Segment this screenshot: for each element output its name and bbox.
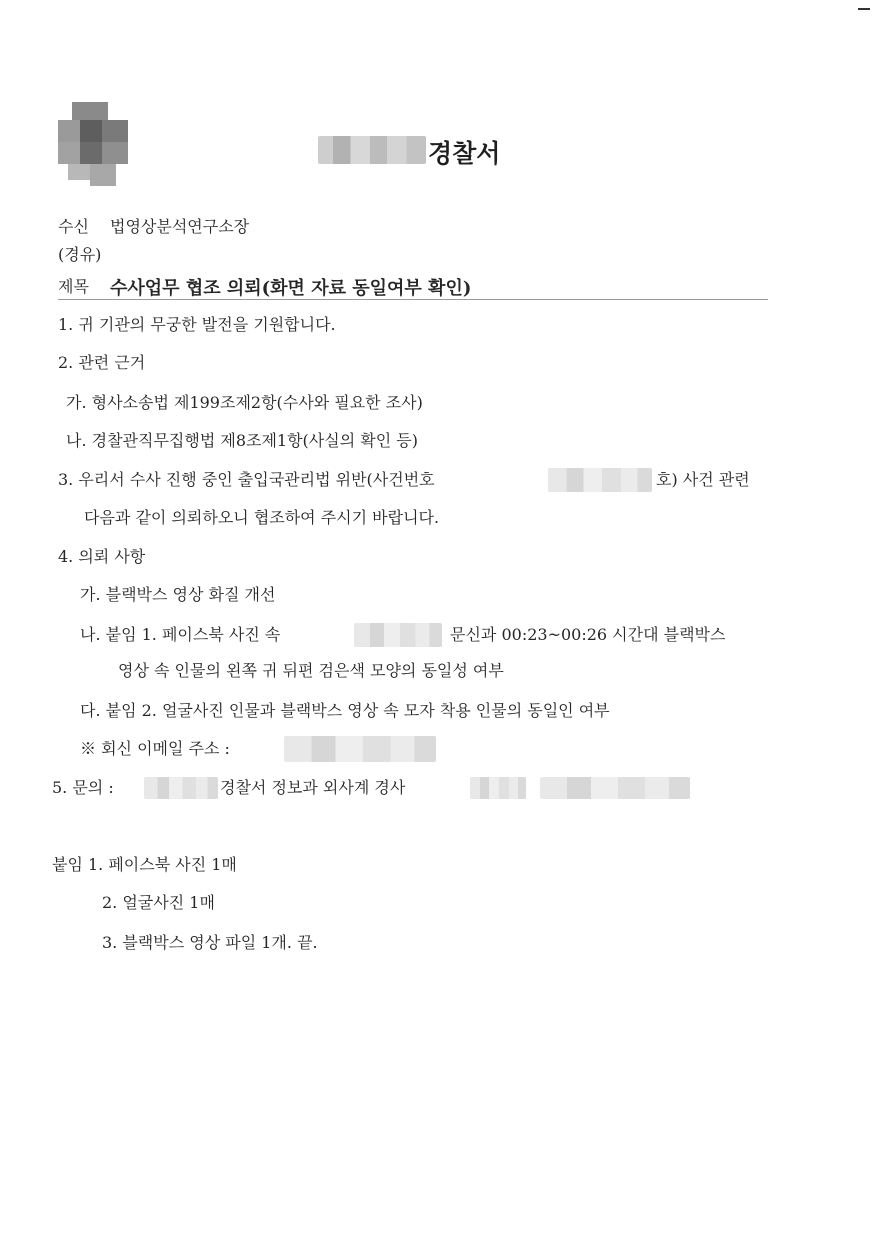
attachment-2: 2. 얼굴사진 1매: [102, 893, 215, 912]
recipient-value: 법영상분석연구소장: [110, 217, 250, 236]
attachment-3: 3. 블랙박스 영상 파일 1개. 끝.: [102, 933, 318, 952]
item-2: 2. 관련 근거: [58, 353, 146, 372]
recipient-label: 수신: [58, 217, 89, 236]
case-number-redaction: [548, 468, 652, 492]
subject-value: 수사업무 협조 의뢰(화면 자료 동일여부 확인): [110, 278, 472, 299]
page-title: 경찰서: [428, 139, 501, 168]
item-1: 1. 귀 기관의 무궁한 발전을 기원합니다.: [58, 315, 336, 334]
subject-divider: [58, 299, 768, 300]
item-4a: 가. 블랙박스 영상 화질 개선: [80, 585, 276, 604]
name-redaction: [354, 623, 442, 647]
item-2b: 나. 경찰관직무집행법 제8조제1항(사실의 확인 등): [66, 431, 418, 450]
item-3-tail: 호) 사건 관련: [656, 470, 750, 489]
officer-redaction: [470, 777, 526, 799]
item-3-continuation: 다음과 같이 의뢰하오니 협조하여 주시기 바랍니다.: [84, 508, 440, 527]
item-4: 4. 의뢰 사항: [58, 547, 146, 566]
via-label: (경유): [58, 245, 102, 264]
email-redaction: [284, 736, 436, 762]
subject-label: 제목: [58, 277, 89, 296]
item-4c: 다. 붙임 2. 얼굴사진 인물과 블랙박스 영상 속 모자 착용 인물의 동일인 여부: [80, 701, 610, 720]
item-4b-continuation: 영상 속 인물의 왼쪽 귀 뒤편 검은색 모양의 동일성 여부: [118, 661, 504, 680]
item-2a: 가. 형사소송법 제199조제2항(수사와 필요한 조사): [66, 393, 423, 412]
item-4d: ※ 회신 이메일 주소 :: [80, 739, 230, 758]
agency-name-redaction: [318, 136, 426, 164]
attachment-1: 붙임 1. 페이스북 사진 1매: [52, 855, 237, 874]
police-logo-icon: [58, 102, 138, 192]
item-4b-tail: 문신과 00:23~00:26 시간대 블랙박스: [450, 625, 726, 644]
item-4b: 나. 붙임 1. 페이스북 사진 속: [80, 625, 281, 644]
item-3: 3. 우리서 수사 진행 중인 출입국관리법 위반(사건번호: [58, 470, 435, 489]
scan-mark: [858, 8, 870, 10]
item-5-mid: 경찰서 정보과 외사계 경사: [220, 778, 406, 797]
item-5: 5. 문의 :: [52, 778, 114, 797]
agency-redaction: [144, 777, 218, 799]
phone-redaction: [540, 777, 690, 799]
